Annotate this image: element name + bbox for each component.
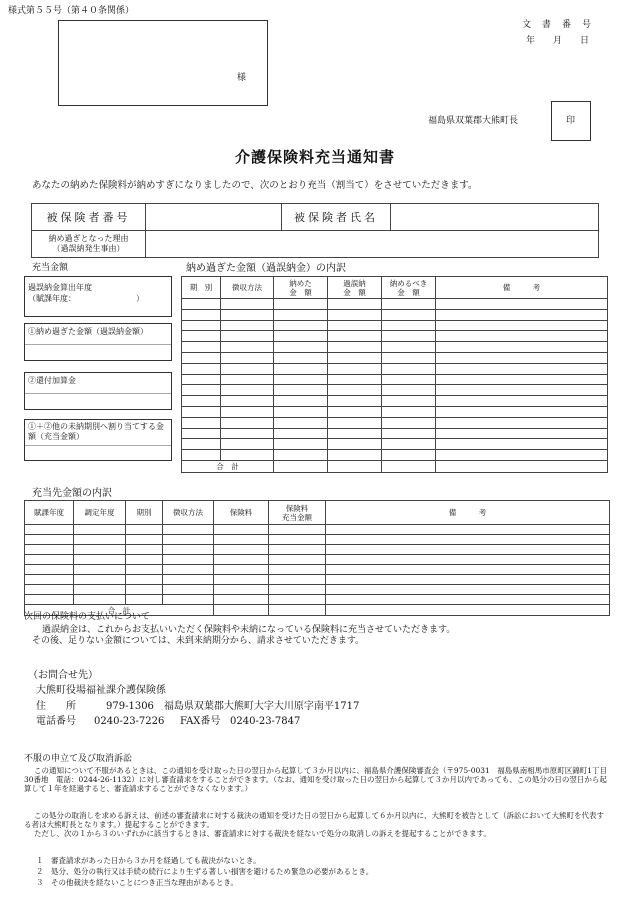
phone-value: 0240-23-7226 <box>94 716 165 727</box>
overpaid-row <box>182 331 608 342</box>
dest-header-assess-year: 調定年度 <box>74 501 126 525</box>
allocation-amount-box <box>24 419 172 461</box>
next-payment-text-1: 過誤納金は、これからお支払いいただく保険料や未納になっている保険料に充当させていただきます。 <box>42 625 456 635</box>
appeal-title: 不服の申立て及び取消訴訟 <box>24 754 133 764</box>
appeal-item-3: ３ その他裁決を経ないことにつき正当な理由があるとき。 <box>36 878 239 887</box>
destination-total-label: 合 計 <box>25 605 214 616</box>
dest-header-period: 期別 <box>126 501 163 525</box>
overpaid-header-period: 期 別 <box>182 277 221 299</box>
phone-label: 電話番号 <box>36 716 76 727</box>
overpaid-total-row <box>182 460 608 472</box>
overpaid-row <box>182 428 608 439</box>
address-label: 住 所 <box>36 701 76 712</box>
overpaid-row <box>182 309 608 320</box>
reason-label <box>32 231 146 258</box>
allocation-title: 充当金額 <box>32 263 69 273</box>
intro-text: あなたの納めた保険料が納めすぎになりましたので、次のとおり充当（割当て）をさせていただきます。 <box>32 180 478 191</box>
appeal-paragraph-1: この通知について不服があるときは、この通知を受け取った日の翌日から起算して３か月以内に、福島県介護保険審査会（〒975-0031 福島県南相馬市原町区錦町1丁目30番地 電話：0244-26-1132）に対し審査請求をすることができます。（なお、通知を受け取った日の翌日から起算して３か月以内であっても、この処分の日の翌日から起算して１年を経過すると、審査請求することができなくなります。） <box>24 766 608 793</box>
overpaid-row <box>182 342 608 353</box>
contact-department: 大熊町役場福祉課介護保険係 <box>36 685 166 696</box>
addressee-suffix: 様 <box>237 73 247 83</box>
fax-value: 0240-23-7847 <box>230 716 301 727</box>
overpaid-row <box>182 299 608 310</box>
overpaid-header-remarks: 備 考 <box>436 277 608 299</box>
destination-row <box>25 575 610 585</box>
overpaid-row <box>182 417 608 428</box>
overpaid-header-overpaid: 過誤納 金 額 <box>328 277 382 299</box>
insured-name-field <box>391 204 599 231</box>
fax-label: FAX番号 <box>180 716 221 727</box>
destination-row <box>25 565 610 575</box>
destination-row <box>25 595 610 605</box>
overpaid-row <box>182 374 608 385</box>
destination-row <box>25 555 610 565</box>
destination-row <box>25 525 610 535</box>
reason-label-line1: 納め過ぎとなった理由 <box>48 234 129 243</box>
destination-row <box>25 545 610 555</box>
destination-row <box>25 535 610 545</box>
seal-box <box>551 101 591 141</box>
overpaid-row <box>182 385 608 396</box>
addressee-box <box>58 20 268 106</box>
destination-breakdown-table <box>24 500 610 616</box>
seal-label: 印 <box>566 116 576 126</box>
appeal-paragraph-3: ただし、次の１から３のいずれかに該当するときは、審査請求に対する裁決を経ないで処分の取消しの訴えを提起することができます。 <box>34 829 491 838</box>
issuer-name: 福島県双葉郡大熊町長 <box>428 116 519 126</box>
overpaid-header-due: 納めるべき 金 額 <box>382 277 436 299</box>
calc-year-box <box>24 276 172 317</box>
overpaid-row <box>182 439 608 450</box>
item2-label: ②還付加算金 <box>28 376 76 385</box>
next-payment-title: 次回の保険料の支払いについて <box>24 612 150 622</box>
dest-header-premium: 保険料 <box>214 501 269 525</box>
form-number: 様式第５５号（第４０条関係） <box>8 6 135 16</box>
overpaid-row <box>182 450 608 461</box>
dest-header-levy-year: 賦課年度 <box>25 501 74 525</box>
reason-field <box>146 231 599 258</box>
insured-number-label: 被保険者番号 <box>32 204 146 231</box>
overpaid-row <box>182 406 608 417</box>
overpaid-row <box>182 352 608 363</box>
overpaid-total-label: 合 計 <box>182 460 274 472</box>
insured-name-label: 被保険者氏名 <box>282 204 391 231</box>
overpaid-header-paid: 納めた 金 額 <box>274 277 328 299</box>
item1-label: ①納め過ぎた金額（過誤納金額） <box>28 327 148 336</box>
overpaid-amount-box <box>24 323 172 361</box>
overpaid-breakdown-table <box>181 276 608 473</box>
appeal-paragraph-2: この処分の取消しを求める訴えは、前述の審査請求に対する裁決の通知を受けた日の翌日から起算して６か月以内に、大熊町を被告として（訴訟において大熊町を代表する者は大熊町長となります。）提起することができます。 <box>24 811 604 829</box>
document-title: 介護保険料充当通知書 <box>234 148 395 166</box>
contact-title: （お問合せ先） <box>28 670 98 681</box>
dest-header-method: 徴収方法 <box>163 501 214 525</box>
refund-interest-box <box>24 372 172 410</box>
reason-label-line2: （過誤納発生事由） <box>52 244 125 253</box>
overpaid-row <box>182 396 608 407</box>
address-value: 979-1306 福島県双葉郡大熊町大字大川原字南平1717 <box>106 701 360 712</box>
dest-header-allocated: 保険料 充当金額 <box>269 501 326 525</box>
overpaid-breakdown-title: 納め過ぎた金額（過誤納金）の内訳 <box>186 263 346 274</box>
item3-label: ①＋②他の未納期別へ割り当てする金額（充当金額） <box>28 422 164 441</box>
destination-row <box>25 585 610 595</box>
levy-year-label: （賦課年度： ） <box>28 294 144 303</box>
document-number-label: 文 書 番 号 <box>522 20 593 30</box>
calc-year-label: 過誤納金算出年度 <box>28 283 92 292</box>
overpaid-row <box>182 320 608 331</box>
overpaid-row <box>182 363 608 374</box>
destination-title: 充当先金額の内訳 <box>32 488 112 499</box>
appeal-item-2: ２ 処分、処分の執行又は手続の続行により生ずる著しい損害を避けるため緊急の必要があるとき。 <box>36 867 374 876</box>
dest-header-remarks: 備 考 <box>326 501 610 525</box>
overpaid-header-method: 徴収方法 <box>221 277 274 299</box>
date-label: 年 月 日 <box>526 36 590 46</box>
insured-info-table <box>31 203 599 258</box>
next-payment-text-2: その後、足りない金額については、未到来納期分から、請求させていただきます。 <box>32 636 365 646</box>
insured-number-field <box>146 204 282 231</box>
appeal-item-1: １ 審査請求があった日から３か月を経過しても裁決がないとき。 <box>36 856 261 865</box>
